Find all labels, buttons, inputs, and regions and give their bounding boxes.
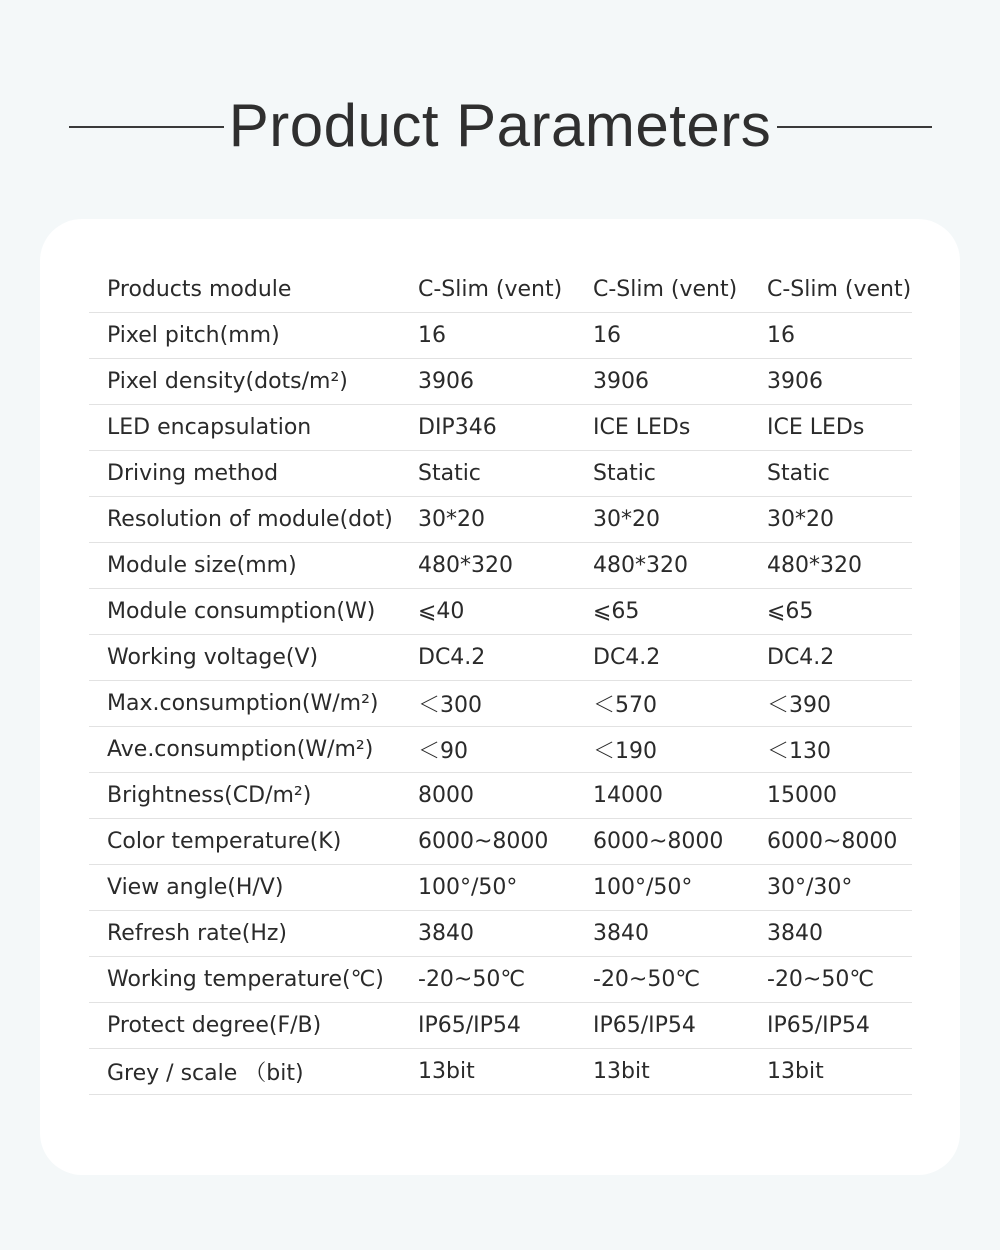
parameter-value: 3840 [418,911,593,957]
parameter-value: ICE LEDs [767,405,912,451]
parameter-value: 100°/50° [418,865,593,911]
parameter-value: 30*20 [418,497,593,543]
parameter-label: Resolution of module(dot) [89,497,418,543]
parameter-value: Static [418,451,593,497]
parameter-value: 16 [418,313,593,359]
parameter-label: Color temperature(K) [89,819,418,865]
parameter-value: ⩽65 [767,589,912,635]
parameter-value: ＜90 [418,727,593,773]
table-row [89,589,912,635]
parameter-value: ⩽65 [593,589,767,635]
parameter-value: 13bit [767,1049,912,1095]
table-row [89,359,912,405]
parameter-label: Working temperature(℃) [89,957,418,1003]
table-row [89,497,912,543]
parameter-value: 15000 [767,773,912,819]
table-row [89,957,912,1003]
parameter-value: DIP346 [418,405,593,451]
table-row [89,727,912,773]
parameter-value: ＜130 [767,727,912,773]
parameter-label: Max.consumption(W/m²) [89,681,418,727]
parameter-value: 6000~8000 [593,819,767,865]
parameter-value: 30°/30° [767,865,912,911]
title-rule-right [777,126,932,128]
parameter-label: Module size(mm) [89,543,418,589]
parameter-label: Brightness(CD/m²) [89,773,418,819]
parameter-value: 480*320 [593,543,767,589]
table-row [89,1003,912,1049]
parameter-value: 6000~8000 [767,819,912,865]
parameter-value: 16 [593,313,767,359]
parameter-value: ⩽40 [418,589,593,635]
parameter-label: Module consumption(W) [89,589,418,635]
table-row [89,635,912,681]
parameter-label: Driving method [89,451,418,497]
header-cell: C-Slim (vent) [767,267,912,313]
parameter-label: LED encapsulation [89,405,418,451]
table-row [89,819,912,865]
parameter-label: Protect degree(F/B) [89,1003,418,1049]
parameter-value: 100°/50° [593,865,767,911]
parameter-value: 3840 [767,911,912,957]
parameter-value: IP65/IP54 [767,1003,912,1049]
table-row [89,543,912,589]
parameter-value: 3906 [593,359,767,405]
table-header-row [89,267,912,313]
parameter-value: 3906 [418,359,593,405]
parameter-value: 6000~8000 [418,819,593,865]
parameter-value: -20~50℃ [593,957,767,1003]
parameter-value: 8000 [418,773,593,819]
page-header [0,88,1000,168]
parameters-card [40,219,960,1175]
table-row [89,451,912,497]
parameter-value: 3906 [767,359,912,405]
page-title: Product Parameters [228,92,772,159]
parameter-label: Grey / scale （bit) [89,1049,418,1095]
parameter-value: 14000 [593,773,767,819]
parameter-value: ＜570 [593,681,767,727]
header-cell: C-Slim (vent) [593,267,767,313]
parameter-value: -20~50℃ [767,957,912,1003]
parameter-value: IP65/IP54 [418,1003,593,1049]
parameter-value: 13bit [418,1049,593,1095]
table-row [89,405,912,451]
table-row [89,681,912,727]
parameter-value: Static [593,451,767,497]
parameter-value: ＜190 [593,727,767,773]
parameter-value: ＜300 [418,681,593,727]
parameter-value: 13bit [593,1049,767,1095]
parameter-label: Working voltage(V) [89,635,418,681]
parameter-value: 480*320 [767,543,912,589]
parameter-value: DC4.2 [418,635,593,681]
header-cell: C-Slim (vent) [418,267,593,313]
parameter-label: Pixel pitch(mm) [89,313,418,359]
parameter-value: IP65/IP54 [593,1003,767,1049]
parameter-value: 480*320 [418,543,593,589]
parameter-label: Pixel density(dots/m²) [89,359,418,405]
parameter-value: ＜390 [767,681,912,727]
parameter-value: Static [767,451,912,497]
parameter-value: 3840 [593,911,767,957]
parameter-value: 16 [767,313,912,359]
table-row [89,773,912,819]
parameter-value: ICE LEDs [593,405,767,451]
parameter-label: View angle(H/V) [89,865,418,911]
parameters-table [89,267,912,1095]
parameter-value: 30*20 [593,497,767,543]
header-cell: Products module [89,267,418,313]
table-row [89,313,912,359]
parameter-label: Ave.consumption(W/m²) [89,727,418,773]
parameter-value: DC4.2 [593,635,767,681]
table-row [89,911,912,957]
parameter-value: DC4.2 [767,635,912,681]
parameter-value: -20~50℃ [418,957,593,1003]
table-row [89,865,912,911]
table-row [89,1049,912,1095]
parameter-value: 30*20 [767,497,912,543]
parameter-label: Refresh rate(Hz) [89,911,418,957]
